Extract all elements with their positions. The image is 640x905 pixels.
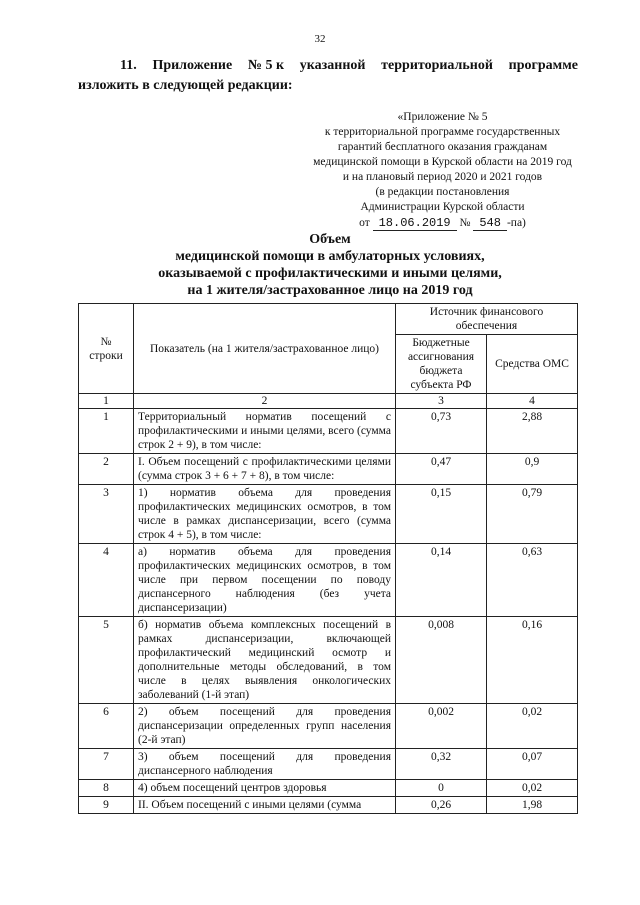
decree-reference [300,216,585,231]
row-number: 1 [79,409,134,454]
document-title [110,231,550,299]
row-budget-value: 0,47 [396,454,487,485]
row-indicator: 1) норматив объема для проведения профилактических медицинских осмотров, в том числе в рамках диспансеризации, всего (сумма строк 4 + 5), в том числе: [134,485,396,544]
from-label: от [359,217,370,229]
decree-suffix: -па) [506,217,526,229]
row-number: 6 [79,704,134,749]
index-cell: 3 [396,394,487,409]
intro-word: № 5 к [247,58,285,73]
header-funding-source: Источник финансового обеспечения [396,304,578,335]
table-row [79,617,578,704]
row-indicator: 4) объем посещений центров здоровья [134,780,396,797]
row-number: 9 [79,797,134,814]
row-indicator: 3) объем посещений для проведения диспансерного наблюдения [134,749,396,780]
row-oms-value: 0,79 [487,485,578,544]
row-oms-value: 1,98 [487,797,578,814]
header-budget: Бюджетные ассигнования бюджета субъекта РФ [396,335,487,394]
appendix-line: «Приложение № 5 [397,111,488,123]
amendment-intro [78,56,578,96]
row-indicator: 2) объем посещений для проведения диспансеризации определенных групп населения (2-й этап) [134,704,396,749]
title-line: оказываемой с профилактическими и иными целями, [158,266,502,281]
row-oms-value: 0,07 [487,749,578,780]
table-row [79,749,578,780]
row-oms-value: 0,16 [487,617,578,704]
row-indicator: I. Объем посещений с профилактическими целями (сумма строк 3 + 6 + 7 + 8), в том числе: [134,454,396,485]
title-line: Объем [309,232,351,247]
table-row [79,544,578,617]
table-row [79,409,578,454]
row-budget-value: 0,15 [396,485,487,544]
row-number: 3 [79,485,134,544]
row-oms-value: 0,9 [487,454,578,485]
row-oms-value: 2,88 [487,409,578,454]
header-row-number: № строки [79,304,134,394]
intro-word: указанной [299,58,366,73]
row-budget-value: 0,26 [396,797,487,814]
table-row [79,454,578,485]
number-label: № [459,217,471,229]
index-cell: 4 [487,394,578,409]
row-oms-value: 0,02 [487,780,578,797]
intro-word: Приложение [152,58,233,73]
column-index-row [79,394,578,409]
table-row [79,704,578,749]
row-indicator: б) норматив объема комплексных посещений в рамках диспансеризации, включающей профилактический медицинский осмотр и дополнительные методы обследований, в том числе в целях выявления онкологических заболеваний (1-й этап) [134,617,396,704]
index-cell: 1 [79,394,134,409]
row-indicator: Территориальный норматив посещений с профилактическими и иными целями, всего (сумма строк 2 + 9), в том числе: [134,409,396,454]
header-indicator: Показатель (на 1 жителя/застрахованное лицо) [134,304,396,394]
appendix-line: к территориальной программе государственных [324,126,561,138]
row-indicator: а) норматив объема для проведения профилактических медицинских осмотров, в том числе при первом посещении по поводу диспансерного наблюдения (без учета диспансеризации) [134,544,396,617]
row-budget-value: 0,002 [396,704,487,749]
row-number: 2 [79,454,134,485]
row-budget-value: 0,14 [396,544,487,617]
decree-date: 18.06.2019 [373,216,457,231]
index-cell: 2 [134,394,396,409]
intro-word: 11. [120,58,137,73]
appendix-header [300,110,585,231]
row-number: 8 [79,780,134,797]
header-oms: Средства ОМС [487,335,578,394]
row-oms-value: 0,02 [487,704,578,749]
intro-line-1 [78,56,578,76]
row-indicator: II. Объем посещений с иными целями (сумма [134,797,396,814]
title-line: медицинской помощи в амбулаторных условиях, [175,249,485,264]
intro-line-2: изложить в следующей редакции: [78,78,293,93]
intro-word: программе [508,58,578,73]
row-budget-value: 0,73 [396,409,487,454]
row-oms-value: 0,63 [487,544,578,617]
volume-table [78,303,578,814]
appendix-line: Администрации Курской области [360,201,525,213]
appendix-line: гарантий бесплатного оказания гражданам [337,141,548,153]
row-number: 5 [79,617,134,704]
intro-word: территориальной [381,58,493,73]
row-number: 4 [79,544,134,617]
table-row [79,485,578,544]
decree-number: 548 [473,216,507,231]
page-number: 32 [314,33,326,45]
table-row [79,780,578,797]
table-header-row [79,304,578,335]
row-budget-value: 0,32 [396,749,487,780]
appendix-line: (в редакции постановления [375,186,510,198]
row-number: 7 [79,749,134,780]
row-budget-value: 0,008 [396,617,487,704]
row-budget-value: 0 [396,780,487,797]
appendix-line: медицинской помощи в Курской области на 2019 год [313,156,572,168]
table-row [79,797,578,814]
appendix-line: и на плановый период 2020 и 2021 годов [342,171,543,183]
title-line: на 1 жителя/застрахованное лицо на 2019 год [187,283,473,298]
